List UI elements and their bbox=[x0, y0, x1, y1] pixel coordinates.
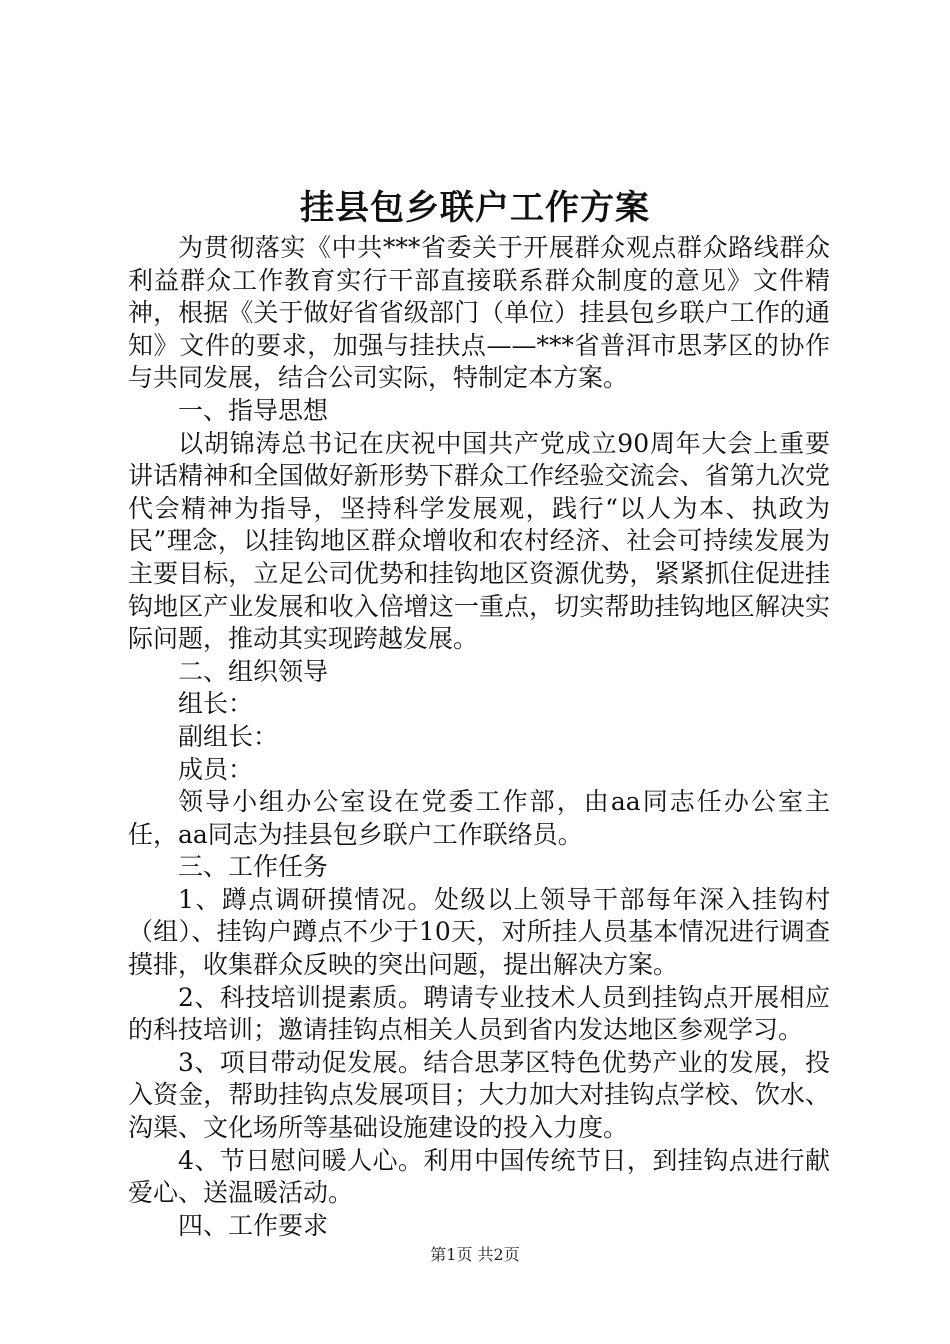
guiding-ideology-paragraph: 以胡锦涛总书记在庆祝中国共产党成立90周年大会上重要讲话精神和全国做好新形势下群众工作经验交流会、省第九次党代会精神为指导，坚持科学发展观，践行“以人为本、执政为民”理念，以挂钩地区群众增收和农村经济、社会可持续发展为主要目标，立足公司优势和挂钩地区资源优势，紧紧抓住促进挂钩地区产业发展和收入倍增这一重点，切实帮助挂钩地区解决实际问题，推动其实现跨越发展。 bbox=[128, 428, 830, 654]
task-item-3: 3、项目带动促发展。结合思茅区特色优势产业的发展，投入资金，帮助挂钩点发展项目；大力加大对挂钩点学校、饮水、沟渠、文化场所等基础设施建设的投入力度。 bbox=[128, 1047, 830, 1143]
intro-paragraph: 为贯彻落实《中共***省委关于开展群众观点群众路线群众利益群众工作教育实行干部直接联系群众制度的意见》文件精神，根据《关于做好省省级部门（单位）挂县包乡联户工作的通知》文件的要求，加强与挂扶点——***省普洱市思茅区的协作与共同发展，结合公司实际，特制定本方案。 bbox=[128, 233, 830, 393]
task-item-2: 2、科技培训提素质。聘请专业技术人员到挂钩点开展相应的科技培训；邀请挂钩点相关人员到省内发达地区参观学习。 bbox=[128, 982, 830, 1045]
page-footer: 第1页 共2页 bbox=[430, 1245, 520, 1264]
section-heading-guiding-ideology: 一、指导思想 bbox=[178, 395, 329, 425]
document-body bbox=[128, 232, 830, 1242]
document-title: 挂县包乡联户工作方案 bbox=[300, 188, 650, 228]
deputy-leader-line: 副组长： bbox=[178, 721, 279, 751]
office-paragraph: 领导小组办公室设在党委工作部，由aa同志任办公室主任，aa同志为挂县包乡联户工作联络员。 bbox=[128, 787, 830, 849]
members-line: 成员： bbox=[178, 754, 254, 784]
section-heading-organization: 二、组织领导 bbox=[178, 656, 329, 686]
task-item-4: 4、节日慰问暖人心。利用中国传统节日，到挂钩点进行献爱心、送温暖活动。 bbox=[128, 1145, 830, 1208]
team-leader-line: 组长： bbox=[178, 689, 254, 719]
section-heading-requirements: 四、工作要求 bbox=[178, 1210, 329, 1240]
section-heading-tasks: 三、工作任务 bbox=[178, 852, 329, 882]
task-item-1: 1、蹲点调研摸情况。处级以上领导干部每年深入挂钩村（组）、挂钩户蹲点不少于10天，对所挂人员基本情况进行调查摸排，收集群众反映的突出问题，提出解决方案。 bbox=[128, 884, 830, 980]
